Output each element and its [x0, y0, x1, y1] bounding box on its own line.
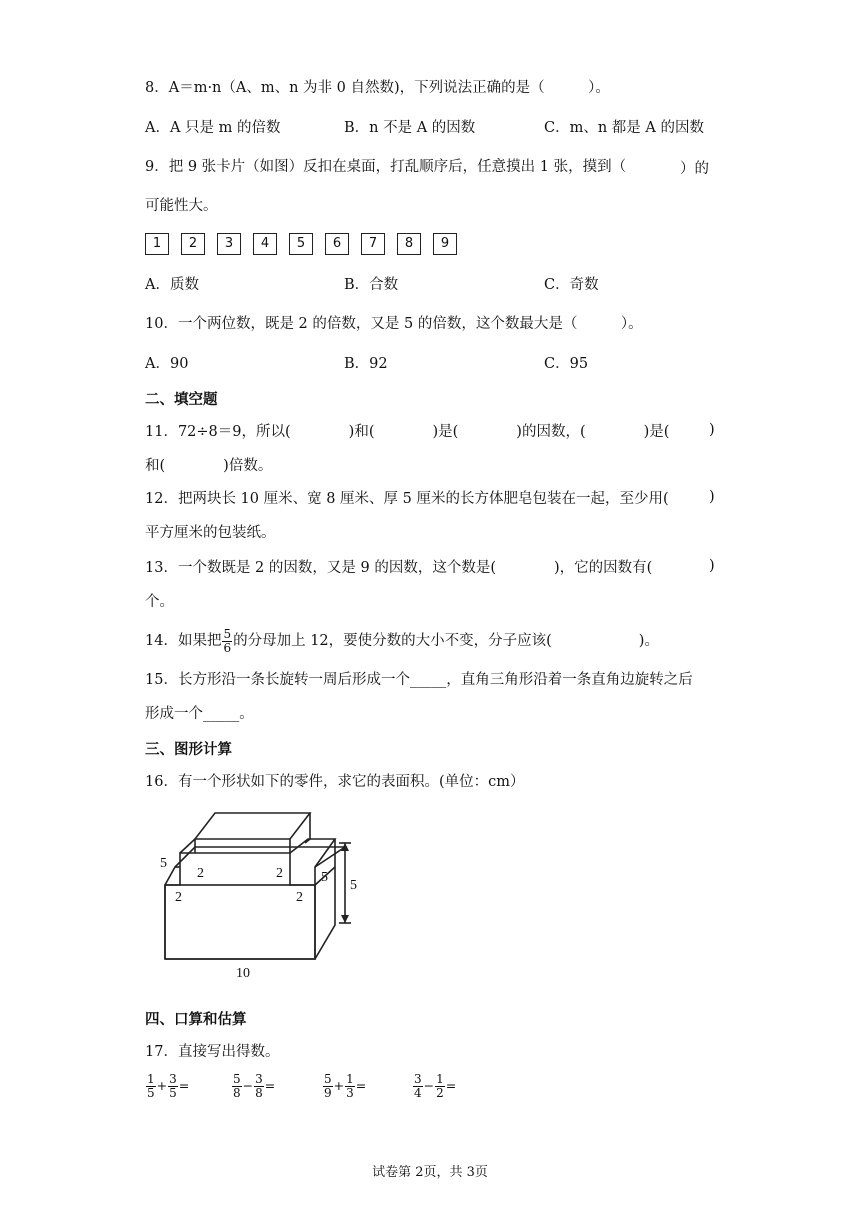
- denominator: 2: [436, 1086, 444, 1100]
- q8-stem: 8．A＝m·n（A、m、n 为非 0 自然数)，下列说法正确的是（ ）。: [145, 80, 610, 96]
- label-left-step-2a: 2: [197, 866, 204, 881]
- q12-line1-end: ): [709, 489, 715, 505]
- fraction: [413, 1073, 423, 1100]
- q9-option-a: A．质数: [145, 277, 199, 293]
- q9-option-c: C．奇数: [544, 277, 599, 293]
- q13-line2: 个。: [145, 594, 174, 610]
- q17-expression-3: [322, 1073, 366, 1100]
- label-right-step-2a: 2: [276, 866, 283, 881]
- fraction: [435, 1073, 445, 1100]
- number-card: 5: [289, 233, 313, 255]
- operator: +: [333, 1078, 345, 1093]
- fraction: [168, 1073, 178, 1100]
- number-card: 6: [325, 233, 349, 255]
- q11-line2: 和( )倍数。: [145, 458, 273, 474]
- q9-option-b: B．合数: [344, 277, 399, 293]
- figure-right-side: [315, 839, 335, 959]
- equals-sign: =: [264, 1078, 276, 1093]
- fraction: [323, 1073, 333, 1100]
- fraction: [254, 1073, 264, 1100]
- q14-line: [145, 626, 659, 656]
- q14-frac-denominator: 6: [223, 640, 232, 655]
- number-card: 1: [145, 233, 169, 255]
- denominator: 8: [255, 1086, 263, 1100]
- label-right-5: 5: [321, 870, 328, 885]
- q12-line1: 12．把两块长 10 厘米、宽 8 厘米、厚 5 厘米的长方体肥皂包装在一起，至少用(: [145, 491, 669, 507]
- numerator: 1: [346, 1072, 354, 1086]
- fraction: [146, 1073, 156, 1100]
- q10-option-b: B．92: [344, 356, 388, 372]
- label-left-5: 5: [160, 856, 167, 871]
- equals-sign: =: [355, 1078, 367, 1093]
- number-card: 2: [181, 233, 205, 255]
- q8-option-c: C．m、n 都是 A 的因数: [544, 120, 704, 136]
- number-card: 3: [217, 233, 241, 255]
- denominator: 9: [324, 1086, 332, 1100]
- q11-line1-end: ): [709, 422, 715, 438]
- section-heading-mental-calc: 四、口算和估算: [145, 1012, 247, 1028]
- numerator: 5: [233, 1072, 241, 1086]
- number-card: 9: [433, 233, 457, 255]
- figure-edge: [180, 839, 195, 853]
- label-height-5: 5: [350, 878, 357, 893]
- q13-line1-end: ): [709, 558, 715, 574]
- figure-left-step: [165, 853, 195, 885]
- figure-front-face: [165, 885, 315, 959]
- numerator: 1: [436, 1072, 444, 1086]
- numerator: 3: [414, 1072, 422, 1086]
- label-bottom-10: 10: [236, 966, 250, 981]
- q9-stem-line1-end: ）的: [680, 161, 709, 177]
- q9-stem-line1: 9．把 9 张卡片（如图）反扣在桌面，打乱顺序后，任意摸出 1 张，摸到（: [145, 159, 627, 175]
- q14-fraction: [222, 628, 232, 655]
- q16-stem: 16．有一个形状如下的零件，求它的表面积。(单位：cm）: [145, 774, 525, 790]
- number-card: 4: [253, 233, 277, 255]
- number-card: 7: [361, 233, 385, 255]
- q14-post: 的分母加上 12，要使分数的大小不变，分子应该( )。: [233, 633, 659, 649]
- numerator: 3: [169, 1072, 177, 1086]
- q17-stem: 17．直接写出得数。: [145, 1044, 280, 1060]
- q9-card-row: [145, 233, 469, 255]
- operator: −: [242, 1078, 254, 1093]
- q10-option-c: C．95: [544, 356, 589, 372]
- part-figure: [150, 805, 370, 985]
- operator: −: [423, 1078, 435, 1093]
- numerator: 5: [324, 1072, 332, 1086]
- q17-expression-4: [412, 1073, 456, 1100]
- label-right-step-2b: 2: [296, 890, 303, 905]
- fraction: [232, 1073, 242, 1100]
- equals-sign: =: [445, 1078, 457, 1093]
- figure-right-step-top: [290, 839, 335, 867]
- q17-expression-1: [145, 1073, 189, 1100]
- denominator: 8: [233, 1086, 241, 1100]
- q10-stem: 10．一个两位数，既是 2 的倍数，又是 5 的倍数，这个数最大是（ ）。: [145, 316, 643, 332]
- q11-line1: 11．72÷8＝9，所以( )和( )是( )的因数，( )是(: [145, 424, 670, 440]
- q8-option-b: B．n 不是 A 的因数: [344, 120, 476, 136]
- fraction: [345, 1073, 355, 1100]
- denominator: 4: [414, 1086, 422, 1100]
- q12-line2: 平方厘米的包装纸。: [145, 525, 276, 541]
- denominator: 5: [169, 1086, 177, 1100]
- q15-line1: 15．长方形沿一条长旋转一周后形成一个_____，直角三角形沿着一条直角边旋转之后: [145, 672, 693, 688]
- q9-stem-line2: 可能性大。: [145, 198, 218, 214]
- q17-expression-2: [231, 1073, 275, 1100]
- q10-option-a: A．90: [145, 356, 189, 372]
- number-card: 8: [397, 233, 421, 255]
- label-left-step-2b: 2: [175, 890, 182, 905]
- q8-option-a: A．A 只是 m 的倍数: [145, 120, 281, 136]
- operator: +: [156, 1078, 168, 1093]
- q14-pre: 14．如果把: [145, 633, 222, 649]
- denominator: 3: [346, 1086, 354, 1100]
- q14-frac-numerator: 5: [223, 626, 232, 641]
- arrow-head-down-icon: [341, 915, 349, 923]
- q13-line1: 13．一个数既是 2 的因数，又是 9 的因数，这个数是( )，它的因数有(: [145, 560, 653, 576]
- numerator: 1: [147, 1072, 155, 1086]
- page-footer: 试卷第 2页，共 3页: [372, 1165, 488, 1180]
- q15-line2: 形成一个_____。: [145, 706, 254, 722]
- section-heading-figure-calc: 三、图形计算: [145, 742, 232, 758]
- numerator: 3: [255, 1072, 263, 1086]
- denominator: 5: [147, 1086, 155, 1100]
- section-heading-fill-in: 二、填空题: [145, 392, 218, 408]
- equals-sign: =: [178, 1078, 190, 1093]
- figure-right-step: [195, 853, 315, 885]
